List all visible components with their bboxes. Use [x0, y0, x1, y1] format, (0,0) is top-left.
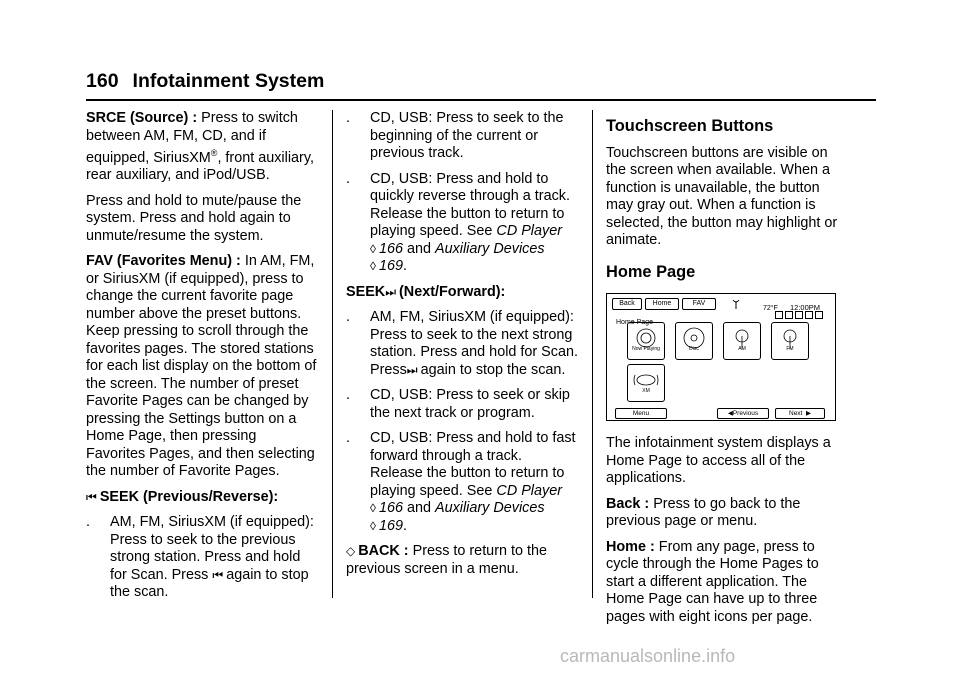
- ui-clock: 12:00PM: [790, 303, 821, 312]
- column-divider-2: [592, 110, 593, 598]
- seek-next-icon: ⏭: [385, 284, 397, 299]
- list-item: . CD, USB: Press and hold to fast forward through a track. Release the button to return to playing speed. See CD Player ◊ 166 and Auxiliary Devices ◊ 169.: [346, 430, 576, 534]
- list-item: . CD, USB: Press and hold to quickly reverse through a track. Release the button to return to playing speed. See CD Player ◊ 166 and Auxiliary Devices ◊ 169.: [346, 170, 570, 274]
- touchscreen-paragraph: Touchscreen buttons are visible on the screen when available. When a function is unavailable, the button may gray out. When a function is selected, the button may highlight or animate.: [606, 144, 838, 248]
- watermark: carmanualsonline.info: [560, 646, 736, 666]
- column-1: [86, 110, 318, 610]
- ui-previous-button: ◀ Previous: [717, 408, 769, 419]
- home-page-paragraph: The infotainment system displays a Home Page to access all of the applications.: [606, 435, 831, 486]
- ui-temperature: 72°F: [763, 305, 778, 312]
- ui-status-icon: [785, 311, 793, 319]
- list-item: . CD, USB: Press to seek to the beginning of the current or previous track.: [346, 110, 564, 161]
- back-definition: Back : Press to go back to the previous page or menu.: [606, 495, 801, 529]
- ui-tile-now-playing: Now Playing: [627, 322, 665, 360]
- ui-tile-fm: FM: [771, 322, 809, 360]
- touchscreen-heading: Touchscreen Buttons: [606, 117, 774, 135]
- ui-home-button: Home: [645, 298, 679, 310]
- ui-status-icon: [805, 311, 813, 319]
- seek-previous-icon: ⏮: [212, 567, 224, 582]
- header-rule: [86, 99, 876, 101]
- section-title: Infotainment System: [132, 70, 325, 92]
- back-icon: ◇: [346, 544, 356, 558]
- ui-antenna-icon: [719, 298, 753, 310]
- ui-status-icon: [775, 311, 783, 319]
- ui-status-icon: [795, 311, 803, 319]
- home-page-heading: Home Page: [606, 262, 696, 281]
- cd-player-link[interactable]: CD Player: [496, 223, 562, 239]
- cd-player-link[interactable]: CD Player: [496, 482, 562, 499]
- aux-devices-link[interactable]: Auxiliary Devices: [434, 500, 545, 516]
- list-item: . AM, FM, SiriusXM (if equipped): Press to seek to the previous strong station. Press and hold for Scan. Press ⏮ again to stop the scan.: [86, 514, 314, 601]
- ui-menu-button: Menu: [615, 408, 667, 419]
- ui-tile-am: AM: [723, 322, 761, 360]
- list-item: . AM, FM, SiriusXM (if equipped): Press to seek to the next strong station. Press and hold for Scan. Press⏭ again to stop the scan.: [346, 309, 578, 378]
- srce-paragraph: SRCE (Source) : Press to switch between AM, FM, CD, and if equipped, SiriusXM®, front auxiliary, rear auxiliary, and iPod/USB.: [86, 110, 314, 184]
- ui-status-icon: [815, 311, 823, 319]
- ui-tile-disc: Disc: [675, 322, 713, 360]
- ui-tile-xm: XM: [627, 364, 665, 402]
- ui-next-button: Next ▶: [775, 408, 825, 419]
- ui-page-title: Home Page: [616, 319, 653, 326]
- home-definition: Home : From any page, press to cycle through the Home Pages to start a different application. The Home Page can have up to three pages with eight icons per page.: [606, 538, 819, 625]
- page-number: 160: [86, 70, 119, 92]
- column-2: [346, 110, 578, 586]
- list-item: . CD, USB: Press to seek or skip the next track or program.: [346, 387, 570, 421]
- ui-back-button: Back: [612, 298, 642, 310]
- column-divider-1: [332, 110, 333, 598]
- aux-devices-link[interactable]: Auxiliary Devices: [434, 240, 545, 257]
- seek-next-heading: SEEK⏭ (Next/Forward):: [346, 283, 506, 300]
- mute-paragraph: Press and hold to mute/pause the system. Press and hold again to unmute/resume the system.: [86, 192, 302, 244]
- fav-paragraph: FAV (Favorites Menu) : In AM, FM, or SiriusXM (if equipped), press to change the current favorite page number above the preset buttons. Keep pressing to scroll through the favorites pages. The stored stations for each list display on the bottom of the screen. The number of preset Favorite Pages can be changed by pressing the Settings button on a Home Page, then pressing Favorites Pages, and then selecting the number of Favorite Pages.: [86, 253, 317, 480]
- seek-previous-icon: ⏮: [86, 489, 97, 504]
- ui-fav-button: FAV: [682, 298, 716, 310]
- column-3: [606, 110, 846, 634]
- home-page-screen-illustration: [606, 293, 836, 421]
- seek-next-icon: ⏭: [406, 362, 418, 377]
- back-paragraph: ◇ BACK : Press to return to the previous screen in a menu.: [346, 543, 547, 577]
- seek-prev-heading: ⏮ SEEK (Previous/Reverse):: [86, 488, 279, 505]
- page-header: [86, 70, 324, 93]
